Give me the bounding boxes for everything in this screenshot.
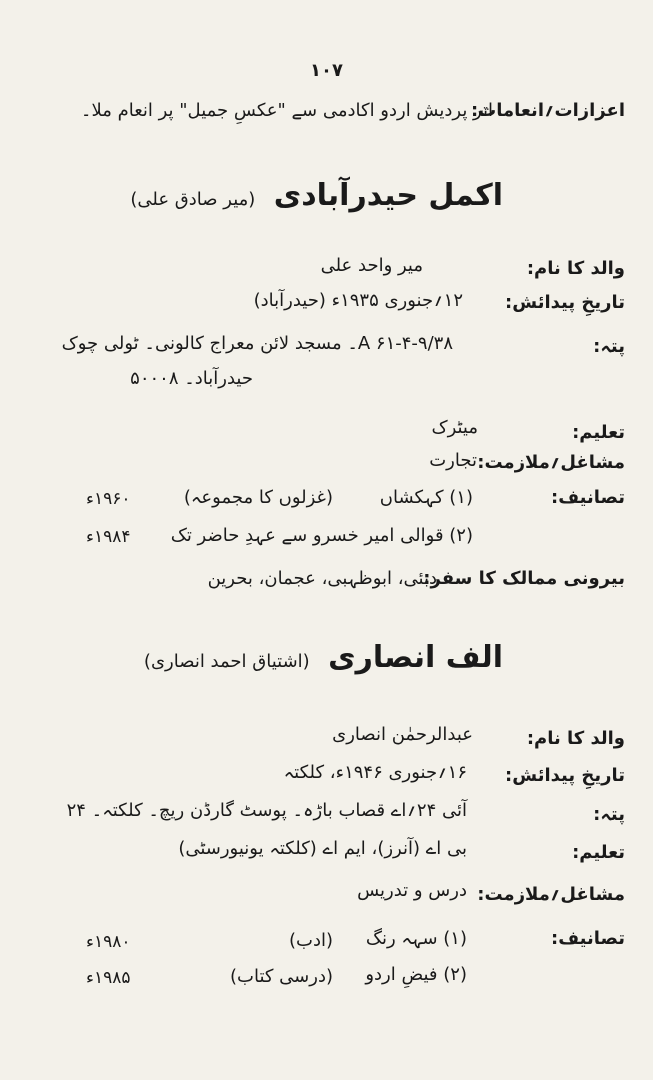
poet2-work-type: (ادب) bbox=[288, 930, 333, 951]
poet2-work-year: ۱۹۸۵ء bbox=[86, 968, 131, 988]
poet1-education-label: تعلیم: bbox=[572, 422, 625, 443]
awards-text: اتر پردیش اردو اکادمی سے "عکسِ جمیل" پر انعام ملا۔ bbox=[80, 100, 493, 121]
poet2-real-name: (اشتیاق احمد انصاری) bbox=[143, 651, 310, 672]
poet1-works-label: تصانیف: bbox=[551, 487, 625, 508]
poet1-occupation: تجارت bbox=[429, 450, 477, 471]
poet1-dob: ۱۲؍جنوری ۱۹۳۵ء (حیدرآباد) bbox=[253, 290, 463, 311]
poet1-travel-label: بیرونی ممالک کا سفر: bbox=[423, 568, 625, 589]
poet2-work-type: (درسی کتاب) bbox=[230, 966, 333, 987]
poet1-name: اکمل حیدرآبادی bbox=[273, 178, 503, 213]
poet1-address-line1: ۳۸/A ۶۱-۴-۹۔ مسجد لائن معراج کالونی۔ ٹولی چوک bbox=[61, 333, 453, 354]
poet1-work-title: (۱) کہکشاں bbox=[379, 487, 473, 508]
poet1-heading bbox=[130, 178, 503, 213]
poet1-work-type: (غزلوں کا مجموعہ) bbox=[183, 487, 333, 508]
poet1-education: میٹرک bbox=[431, 417, 478, 438]
poet2-address: آئی ۲۴؍اے قصاب باڑہ۔ پوسٹ گارڈن ریچ۔ کلکتہ۔ ۲۴ bbox=[66, 800, 467, 821]
poet1-dob-label: تاریخِ پیدائش: bbox=[505, 292, 625, 313]
poet2-father-label: والد کا نام: bbox=[526, 728, 625, 749]
poet2-work-year: ۱۹۸۰ء bbox=[86, 932, 131, 952]
poet1-work-year: ۱۹۶۰ء bbox=[86, 489, 131, 509]
poet1-father-label: والد کا نام: bbox=[526, 258, 625, 279]
poet2-dob-label: تاریخِ پیدائش: bbox=[505, 765, 625, 786]
poet2-education: بی اے (آنرز)، ایم اے (کلکتہ یونیورسٹی) bbox=[178, 838, 467, 859]
poet2-heading bbox=[144, 640, 503, 675]
poet1-real-name: (میر صادق علی) bbox=[130, 189, 256, 210]
poet1-travel: دبئی، ابوظہبی، عجمان، بحرین bbox=[207, 568, 437, 589]
awards-label: اعزازات؍انعامات: bbox=[470, 100, 625, 121]
poet2-work-title: (۱) سہہ رنگ bbox=[365, 928, 467, 949]
poet2-works-label: تصانیف: bbox=[551, 928, 625, 949]
poet2-occupation: درس و تدریس bbox=[357, 880, 467, 901]
poet1-work-title: (۲) قوالی امیر خسرو سے عہدِ حاضر تک bbox=[170, 525, 473, 546]
poet2-address-label: پتہ: bbox=[593, 804, 625, 825]
poet2-father: عبدالرحمٰن انصاری bbox=[332, 724, 473, 745]
poet1-father: میر واحد علی bbox=[320, 255, 423, 276]
poet1-work-year: ۱۹۸۴ء bbox=[86, 527, 131, 547]
poet2-education-label: تعلیم: bbox=[572, 842, 625, 863]
poet1-address-label: پتہ: bbox=[593, 336, 625, 357]
poet2-dob: ۱۶؍جنوری ۱۹۴۶ء، کلکتہ bbox=[283, 762, 467, 783]
poet1-occupation-label: مشاغل؍ملازمت: bbox=[477, 452, 625, 473]
poet2-work-title: (۲) فیضِ اردو bbox=[365, 964, 467, 985]
poet1-address-line2: حیدرآباد۔ ۵۰۰۰۸ bbox=[130, 368, 253, 389]
page-number: ۱۰۷ bbox=[310, 60, 343, 81]
poet2-name: الف انصاری bbox=[328, 640, 503, 675]
poet2-occupation-label: مشاغل؍ملازمت: bbox=[477, 884, 625, 905]
